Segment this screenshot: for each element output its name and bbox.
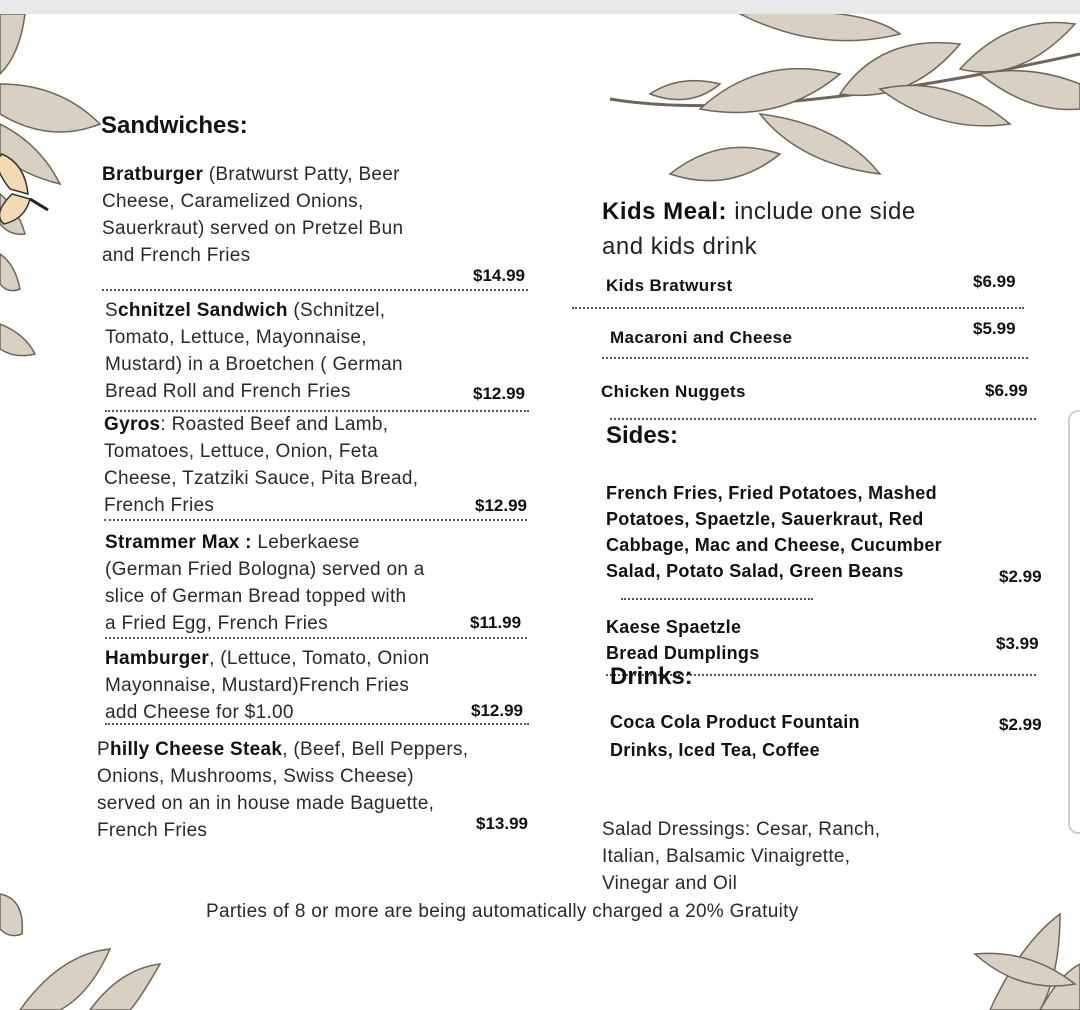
price-gyros: $12.99 xyxy=(475,496,527,515)
kids-item-nuggets: Chicken Nuggets xyxy=(601,382,746,401)
menu-page xyxy=(0,14,1080,1010)
kids-meal-heading: Kids Meal: include one side and kids drink xyxy=(602,198,916,260)
salad-dressings: Salad Dressings: Cesar, Ranch, Italian, Balsamic Vinaigrette, Vinegar and Oil xyxy=(602,819,881,894)
sandwiches-heading: Sandwiches: xyxy=(101,112,248,139)
divider xyxy=(572,307,1024,309)
drinks-heading: Drinks: xyxy=(610,663,693,690)
divider xyxy=(610,418,1036,420)
menu-item-strammer-max: Strammer Max : Leberkaese (German Fried Bologna) served on a slice of German Bread topped with a Fried Egg, French Fries xyxy=(105,532,425,634)
divider xyxy=(105,637,527,639)
divider xyxy=(621,598,813,600)
item-name: hilly Cheese Steak xyxy=(109,739,283,760)
kids-item-bratwurst: Kids Bratwurst xyxy=(606,276,733,295)
divider xyxy=(602,357,1028,359)
item-name: chnitzel Sandwich xyxy=(117,300,288,321)
price-kids-bratwurst: $6.99 xyxy=(973,272,1016,291)
price-macaroni: $5.99 xyxy=(973,319,1016,338)
price-hamburger: $12.99 xyxy=(471,701,523,720)
gratuity-note: Parties of 8 or more are being automatically charged a 20% Gratuity xyxy=(206,901,799,922)
scrollbar[interactable] xyxy=(1068,410,1080,834)
price-strammer-max: $11.99 xyxy=(470,613,522,632)
drinks-list: Coca Cola Product Fountain Drinks, Iced Tea, Coffee xyxy=(610,712,860,760)
price-sides-extra: $3.99 xyxy=(996,634,1039,653)
menu-item-philly-cheese-steak: Philly Cheese Steak, (Beef, Bell Peppers, Onions, Mushrooms, Swiss Cheese) served on an in house made Baguette, French Fries xyxy=(97,739,469,841)
menu-item-hamburger: Hamburger, (Lettuce, Tomato, Onion Mayonnaise, Mustard)French Fries add Cheese for $1.00 xyxy=(105,648,430,723)
sides-heading: Sides: xyxy=(606,422,679,449)
menu-item-schnitzel-sandwich: Schnitzel Sandwich (Schnitzel, Tomato, Lettuce, Mayonnaise, Mustard) in a Broetchen ( German Bread Roll and French Fries xyxy=(105,300,403,402)
price-sides: $2.99 xyxy=(999,567,1042,586)
price-drinks: $2.99 xyxy=(999,715,1042,734)
price-bratburger: $14.99 xyxy=(473,266,525,285)
price-schnitzel: $12.99 xyxy=(473,384,525,403)
sides-list: French Fries, Fried Potatoes, Mashed Potatoes, Spaetzle, Sauerkraut, Red Cabbage, Mac and Cheese, Cucumber Salad, Potato Salad, Green Beans xyxy=(606,483,942,581)
divider xyxy=(104,519,527,521)
divider xyxy=(105,723,529,725)
menu-item-bratburger: Bratburger (Bratwurst Patty, Beer Cheese, Caramelized Onions, Sauerkraut) served on Pretzel Bun and French Fries xyxy=(102,164,404,266)
item-name: Hamburger xyxy=(105,648,210,669)
item-name: Gyros xyxy=(104,414,161,435)
price-philly: $13.99 xyxy=(476,814,528,833)
menu-item-gyros: Gyros: Roasted Beef and Lamb, Tomatoes, Lettuce, Onion, Feta Cheese, Tzatziki Sauce, Pita Bread, French Fries xyxy=(104,414,419,516)
kids-item-macaroni: Macaroni and Cheese xyxy=(610,328,793,347)
item-name: Bratburger xyxy=(102,164,204,185)
sides-extra: Kaese Spaetzle Bread Dumplings xyxy=(606,617,760,663)
price-nuggets: $6.99 xyxy=(985,381,1028,400)
item-name: Strammer Max : xyxy=(105,532,252,553)
divider xyxy=(102,289,528,291)
